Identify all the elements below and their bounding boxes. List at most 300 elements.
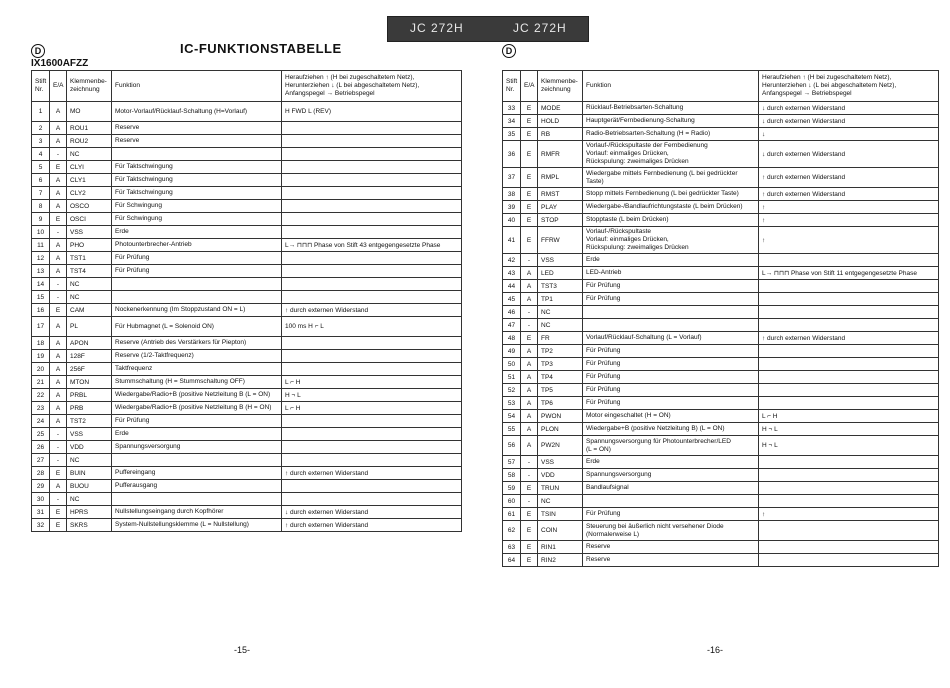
pin-cell: 37 bbox=[503, 168, 521, 188]
table-row bbox=[32, 239, 462, 252]
terminal-cell: VSS bbox=[67, 226, 112, 239]
function-cell: Bandlaufsignal bbox=[583, 482, 759, 495]
terminal-cell: PW2N bbox=[538, 436, 583, 456]
pin-cell: 56 bbox=[503, 436, 521, 456]
io-cell: E bbox=[50, 213, 67, 226]
pin-cell: 20 bbox=[32, 363, 50, 376]
pin-cell: 13 bbox=[32, 265, 50, 278]
function-cell: Radio-Betriebsarten-Schaltung (H = Radio) bbox=[583, 128, 759, 141]
pull-cell bbox=[759, 371, 939, 384]
io-cell: - bbox=[521, 319, 538, 332]
terminal-cell: VDD bbox=[538, 469, 583, 482]
terminal-cell: NC bbox=[538, 319, 583, 332]
io-cell: E bbox=[521, 102, 538, 115]
pin-cell: 2 bbox=[32, 122, 50, 135]
terminal-cell: RMST bbox=[538, 188, 583, 201]
pull-cell: H FWD L (REV) bbox=[282, 102, 462, 122]
function-cell: Für Prüfung bbox=[583, 345, 759, 358]
io-cell: E bbox=[521, 168, 538, 188]
pin-cell: 27 bbox=[32, 454, 50, 467]
pin-cell: 17 bbox=[32, 317, 50, 337]
io-cell: - bbox=[50, 226, 67, 239]
terminal-cell: COIN bbox=[538, 521, 583, 541]
table-row bbox=[503, 541, 939, 554]
io-cell: E bbox=[50, 519, 67, 532]
function-cell: System-Nullstellungsklemme (L = Nullstellung) bbox=[112, 519, 282, 532]
pull-cell bbox=[759, 293, 939, 306]
io-cell: - bbox=[50, 428, 67, 441]
pull-cell: L ⌐ H bbox=[282, 402, 462, 415]
terminal-cell: TST4 bbox=[67, 265, 112, 278]
pin-cell: 52 bbox=[503, 384, 521, 397]
pin-cell: 35 bbox=[503, 128, 521, 141]
language-mark-right: D bbox=[502, 44, 516, 58]
table-row bbox=[32, 467, 462, 480]
terminal-cell: BUIN bbox=[67, 467, 112, 480]
pull-cell: ↓ bbox=[759, 128, 939, 141]
table-row bbox=[32, 428, 462, 441]
io-cell: - bbox=[50, 454, 67, 467]
table-row bbox=[503, 201, 939, 214]
header-terminal: Klemmenbe-zeichnung bbox=[67, 71, 112, 102]
table-row bbox=[503, 554, 939, 567]
ic-table-left bbox=[31, 70, 462, 532]
pull-cell bbox=[282, 135, 462, 148]
terminal-cell: MTON bbox=[67, 376, 112, 389]
table-row bbox=[503, 319, 939, 332]
terminal-cell: VDD bbox=[67, 441, 112, 454]
pin-cell: 28 bbox=[32, 467, 50, 480]
table-row bbox=[32, 226, 462, 239]
pin-cell: 51 bbox=[503, 371, 521, 384]
pull-cell bbox=[282, 226, 462, 239]
table-row bbox=[32, 278, 462, 291]
pin-cell: 64 bbox=[503, 554, 521, 567]
pin-cell: 5 bbox=[32, 161, 50, 174]
table-row bbox=[32, 376, 462, 389]
pull-cell bbox=[759, 280, 939, 293]
ic-table-right bbox=[502, 70, 939, 567]
table-row bbox=[32, 252, 462, 265]
pull-cell bbox=[759, 358, 939, 371]
io-cell: A bbox=[521, 410, 538, 423]
terminal-cell: CLY2 bbox=[67, 187, 112, 200]
table-row bbox=[32, 402, 462, 415]
io-cell: A bbox=[521, 423, 538, 436]
pin-cell: 23 bbox=[32, 402, 50, 415]
function-cell: Reserve (1/2-Taktfrequenz) bbox=[112, 350, 282, 363]
pin-cell: 47 bbox=[503, 319, 521, 332]
terminal-cell: RMFR bbox=[538, 141, 583, 168]
header-io: E/A bbox=[50, 71, 67, 102]
function-cell: Für Schwingung bbox=[112, 213, 282, 226]
io-cell: - bbox=[50, 493, 67, 506]
io-cell: A bbox=[521, 345, 538, 358]
function-cell: Nullstellungseingang durch Kopfhörer bbox=[112, 506, 282, 519]
pull-cell bbox=[759, 456, 939, 469]
function-cell: Erde bbox=[112, 226, 282, 239]
io-cell: E bbox=[521, 482, 538, 495]
pin-cell: 41 bbox=[503, 227, 521, 254]
table-row bbox=[32, 122, 462, 135]
pin-cell: 22 bbox=[32, 389, 50, 402]
table-row bbox=[32, 174, 462, 187]
pin-cell: 12 bbox=[32, 252, 50, 265]
function-cell bbox=[112, 148, 282, 161]
table-row bbox=[32, 454, 462, 467]
table-row bbox=[32, 363, 462, 376]
io-cell: E bbox=[50, 506, 67, 519]
pin-cell: 54 bbox=[503, 410, 521, 423]
function-cell: LED-Antrieb bbox=[583, 267, 759, 280]
table-row bbox=[503, 293, 939, 306]
pull-cell bbox=[282, 187, 462, 200]
terminal-cell: RMPL bbox=[538, 168, 583, 188]
terminal-cell: TP1 bbox=[538, 293, 583, 306]
pull-cell bbox=[282, 337, 462, 350]
terminal-cell: NC bbox=[67, 278, 112, 291]
function-cell: Für Hubmagnet (L = Solenoid ON) bbox=[112, 317, 282, 337]
pin-cell: 32 bbox=[32, 519, 50, 532]
table-row bbox=[503, 332, 939, 345]
terminal-cell: PWON bbox=[538, 410, 583, 423]
function-cell: Für Prüfung bbox=[583, 358, 759, 371]
io-cell: A bbox=[50, 480, 67, 493]
pull-cell bbox=[759, 495, 939, 508]
function-cell: Pufferausgang bbox=[112, 480, 282, 493]
terminal-cell: TP2 bbox=[538, 345, 583, 358]
io-cell: A bbox=[50, 252, 67, 265]
pin-cell: 49 bbox=[503, 345, 521, 358]
pull-cell: ↓ durch externen Widerstand bbox=[759, 102, 939, 115]
table-row bbox=[503, 495, 939, 508]
io-cell: E bbox=[521, 521, 538, 541]
header-pin: Stift Nr. bbox=[503, 71, 521, 102]
io-cell: A bbox=[50, 200, 67, 213]
table-row bbox=[503, 436, 939, 456]
pin-cell: 9 bbox=[32, 213, 50, 226]
io-cell: E bbox=[50, 304, 67, 317]
io-cell: E bbox=[521, 188, 538, 201]
pull-cell bbox=[282, 265, 462, 278]
pin-cell: 38 bbox=[503, 188, 521, 201]
pull-cell bbox=[759, 541, 939, 554]
table-row bbox=[503, 521, 939, 541]
terminal-cell: NC bbox=[67, 493, 112, 506]
pin-cell: 29 bbox=[32, 480, 50, 493]
terminal-cell: PLON bbox=[538, 423, 583, 436]
function-cell: Vorlauf-/Rückspultaste Vorlauf: einmaliges Drücken, Rückspulung: zweimaliges Drücken bbox=[583, 227, 759, 254]
table-row bbox=[32, 291, 462, 304]
io-cell: A bbox=[521, 384, 538, 397]
table-row bbox=[503, 115, 939, 128]
header-io: E/A bbox=[521, 71, 538, 102]
pull-cell bbox=[282, 161, 462, 174]
io-cell: A bbox=[50, 350, 67, 363]
function-cell: Wiedergabe-/Bandlaufrichtungstaste (L beim Drücken) bbox=[583, 201, 759, 214]
function-cell bbox=[112, 493, 282, 506]
table-row bbox=[32, 148, 462, 161]
pin-cell: 53 bbox=[503, 397, 521, 410]
table-row bbox=[503, 371, 939, 384]
io-cell: A bbox=[50, 239, 67, 252]
io-cell: E bbox=[521, 332, 538, 345]
pin-cell: 31 bbox=[32, 506, 50, 519]
pin-cell: 18 bbox=[32, 337, 50, 350]
chip-id: IX1600AFZZ bbox=[31, 58, 89, 69]
pull-cell bbox=[282, 415, 462, 428]
function-cell: Photounterbrecher-Antrieb bbox=[112, 239, 282, 252]
pin-cell: 43 bbox=[503, 267, 521, 280]
terminal-cell: TP6 bbox=[538, 397, 583, 410]
table-row bbox=[32, 506, 462, 519]
io-cell: - bbox=[50, 148, 67, 161]
pin-cell: 62 bbox=[503, 521, 521, 541]
function-cell bbox=[112, 278, 282, 291]
function-cell: Für Prüfung bbox=[112, 252, 282, 265]
table-header bbox=[32, 71, 462, 102]
io-cell: - bbox=[521, 456, 538, 469]
pin-cell: 4 bbox=[32, 148, 50, 161]
pull-cell bbox=[282, 441, 462, 454]
table-row bbox=[503, 345, 939, 358]
io-cell: E bbox=[521, 115, 538, 128]
table-row bbox=[503, 168, 939, 188]
pull-cell bbox=[759, 345, 939, 358]
io-cell: A bbox=[521, 267, 538, 280]
terminal-cell: VSS bbox=[538, 456, 583, 469]
table-row bbox=[503, 214, 939, 227]
function-cell: Wiedergabe mittels Fernbedienung (L bei gedrückter Taste) bbox=[583, 168, 759, 188]
pin-cell: 19 bbox=[32, 350, 50, 363]
io-cell: A bbox=[521, 358, 538, 371]
terminal-cell: APON bbox=[67, 337, 112, 350]
header-pull: Heraufziehen ↑ (H bei zugeschaltetem Netz), Herunterziehen ↓ (L bei abgeschaltetem Netz), Anfangspegel → Betriebspegel bbox=[759, 71, 939, 102]
pin-cell: 7 bbox=[32, 187, 50, 200]
table-row bbox=[32, 519, 462, 532]
table-row bbox=[503, 469, 939, 482]
terminal-cell: FR bbox=[538, 332, 583, 345]
function-cell: Für Taktschwingung bbox=[112, 161, 282, 174]
pin-cell: 26 bbox=[32, 441, 50, 454]
io-cell: E bbox=[521, 214, 538, 227]
pull-cell: ↓ durch externen Widerstand bbox=[759, 115, 939, 128]
terminal-cell: TSIN bbox=[538, 508, 583, 521]
page-number-right: -16- bbox=[707, 645, 724, 655]
pin-cell: 50 bbox=[503, 358, 521, 371]
pin-cell: 36 bbox=[503, 141, 521, 168]
function-cell: Für Prüfung bbox=[583, 508, 759, 521]
pull-cell bbox=[282, 278, 462, 291]
pin-cell: 60 bbox=[503, 495, 521, 508]
function-cell: Reserve bbox=[583, 541, 759, 554]
function-cell: Für Prüfung bbox=[583, 280, 759, 293]
table-row bbox=[32, 389, 462, 402]
function-cell: Stopptaste (L beim Drücken) bbox=[583, 214, 759, 227]
pin-cell: 34 bbox=[503, 115, 521, 128]
table-row bbox=[32, 161, 462, 174]
function-cell: Wiedergabe/Radio+B (positive Netzleitung B (L = ON) bbox=[112, 389, 282, 402]
pull-cell bbox=[282, 350, 462, 363]
table-row bbox=[503, 397, 939, 410]
io-cell: E bbox=[50, 161, 67, 174]
terminal-cell: RB bbox=[538, 128, 583, 141]
terminal-cell: VSS bbox=[67, 428, 112, 441]
io-cell: E bbox=[50, 467, 67, 480]
terminal-cell: PRB bbox=[67, 402, 112, 415]
model-banner bbox=[387, 16, 589, 42]
pull-cell bbox=[759, 554, 939, 567]
table-row bbox=[32, 304, 462, 317]
header-pin: Stift Nr. bbox=[32, 71, 50, 102]
io-cell: A bbox=[521, 293, 538, 306]
pull-cell: ↑ bbox=[759, 201, 939, 214]
terminal-cell: PHO bbox=[67, 239, 112, 252]
table-row bbox=[503, 267, 939, 280]
pin-cell: 21 bbox=[32, 376, 50, 389]
table-row bbox=[32, 187, 462, 200]
pull-cell: ↓ durch externen Widerstand bbox=[282, 506, 462, 519]
terminal-cell: ROU2 bbox=[67, 135, 112, 148]
function-cell: Für Prüfung bbox=[583, 371, 759, 384]
pull-cell: ↑ durch externen Widerstand bbox=[759, 188, 939, 201]
terminal-cell: TST3 bbox=[538, 280, 583, 293]
language-mark-left: D bbox=[31, 44, 45, 58]
io-cell: A bbox=[50, 415, 67, 428]
pull-cell: H ¬ L bbox=[282, 389, 462, 402]
io-cell: A bbox=[50, 122, 67, 135]
table-row bbox=[503, 482, 939, 495]
function-cell: Hauptgerät/Fernbedienung-Schaltung bbox=[583, 115, 759, 128]
pull-cell: ↓ durch externen Widerstand bbox=[759, 141, 939, 168]
function-cell: Reserve bbox=[112, 122, 282, 135]
io-cell: E bbox=[521, 541, 538, 554]
pin-cell: 48 bbox=[503, 332, 521, 345]
header-function: Funktion bbox=[583, 71, 759, 102]
terminal-cell: RIN1 bbox=[538, 541, 583, 554]
function-cell: Wiedergabe/Radio+B (positive Netzleitung B (H = ON) bbox=[112, 402, 282, 415]
function-cell: Erde bbox=[112, 428, 282, 441]
table-row bbox=[503, 227, 939, 254]
pin-cell: 1 bbox=[32, 102, 50, 122]
function-cell: Wiedergabe+B (positive Netzleitung B) (L = ON) bbox=[583, 423, 759, 436]
terminal-cell: CAM bbox=[67, 304, 112, 317]
io-cell: E bbox=[521, 201, 538, 214]
io-cell: E bbox=[521, 554, 538, 567]
pull-cell bbox=[759, 397, 939, 410]
pin-cell: 15 bbox=[32, 291, 50, 304]
function-cell bbox=[583, 306, 759, 319]
function-cell: Reserve bbox=[583, 554, 759, 567]
pull-cell: H ¬ L bbox=[759, 436, 939, 456]
terminal-cell: MO bbox=[67, 102, 112, 122]
pin-cell: 3 bbox=[32, 135, 50, 148]
terminal-cell: LED bbox=[538, 267, 583, 280]
pin-cell: 8 bbox=[32, 200, 50, 213]
terminal-cell: 128F bbox=[67, 350, 112, 363]
function-cell: Vorlauf/Rücklauf-Schaltung (L = Vorlauf) bbox=[583, 332, 759, 345]
table-row bbox=[32, 135, 462, 148]
terminal-cell: BUOU bbox=[67, 480, 112, 493]
io-cell: A bbox=[50, 337, 67, 350]
function-cell: Reserve (Antrieb des Verstärkers für Piepton) bbox=[112, 337, 282, 350]
io-cell: A bbox=[50, 174, 67, 187]
io-cell: A bbox=[521, 280, 538, 293]
table-row bbox=[503, 128, 939, 141]
pull-cell: L→ ⊓⊓⊓ Phase von Stift 43 entgegengesetzte Phase bbox=[282, 239, 462, 252]
pull-cell bbox=[282, 428, 462, 441]
header-pull: Heraufziehen ↑ (H bei zugeschaltetem Netz), Herunterziehen ↓ (L bei abgeschaltetem Netz), Anfangspegel → Betriebspegel bbox=[282, 71, 462, 102]
io-cell: A bbox=[50, 265, 67, 278]
pull-cell bbox=[282, 252, 462, 265]
pull-cell bbox=[282, 200, 462, 213]
terminal-cell: TST2 bbox=[67, 415, 112, 428]
table-row bbox=[503, 306, 939, 319]
pull-cell: ↑ durch externen Widerstand bbox=[759, 168, 939, 188]
table-row bbox=[32, 493, 462, 506]
banner-model-right: JC 272H bbox=[513, 21, 567, 35]
table-row bbox=[503, 254, 939, 267]
terminal-cell: TST1 bbox=[67, 252, 112, 265]
io-cell: - bbox=[50, 291, 67, 304]
terminal-cell: NC bbox=[67, 454, 112, 467]
table-row bbox=[32, 480, 462, 493]
pull-cell bbox=[759, 306, 939, 319]
table-row bbox=[32, 350, 462, 363]
io-cell: E bbox=[521, 141, 538, 168]
function-cell: Für Taktschwingung bbox=[112, 187, 282, 200]
io-cell: A bbox=[50, 363, 67, 376]
pin-cell: 55 bbox=[503, 423, 521, 436]
io-cell: - bbox=[50, 278, 67, 291]
pin-cell: 40 bbox=[503, 214, 521, 227]
io-cell: - bbox=[521, 306, 538, 319]
pin-cell: 33 bbox=[503, 102, 521, 115]
pull-cell: ↑ durch externen Widerstand bbox=[282, 519, 462, 532]
io-cell: A bbox=[50, 187, 67, 200]
io-cell: - bbox=[521, 495, 538, 508]
function-cell: Für Prüfung bbox=[583, 397, 759, 410]
pull-cell: H ¬ L bbox=[759, 423, 939, 436]
pull-cell bbox=[759, 384, 939, 397]
pin-cell: 39 bbox=[503, 201, 521, 214]
pin-cell: 11 bbox=[32, 239, 50, 252]
io-cell: A bbox=[50, 135, 67, 148]
pull-cell: ↑ bbox=[759, 508, 939, 521]
terminal-cell: SKRS bbox=[67, 519, 112, 532]
pin-cell: 16 bbox=[32, 304, 50, 317]
function-cell bbox=[112, 291, 282, 304]
table-row bbox=[32, 265, 462, 278]
io-cell: E bbox=[521, 128, 538, 141]
pin-cell: 10 bbox=[32, 226, 50, 239]
function-cell: Spannungsversorgung bbox=[112, 441, 282, 454]
pull-cell bbox=[759, 319, 939, 332]
pull-cell: ↑ bbox=[759, 214, 939, 227]
terminal-cell: PLAY bbox=[538, 201, 583, 214]
pull-cell: ↑ durch externen Widerstand bbox=[759, 332, 939, 345]
terminal-cell: TRUN bbox=[538, 482, 583, 495]
terminal-cell: TP3 bbox=[538, 358, 583, 371]
terminal-cell: NC bbox=[538, 306, 583, 319]
table-row bbox=[32, 317, 462, 337]
function-cell bbox=[112, 454, 282, 467]
function-cell: Taktfrequenz bbox=[112, 363, 282, 376]
function-cell: Für Prüfung bbox=[112, 415, 282, 428]
pin-cell: 30 bbox=[32, 493, 50, 506]
table-row bbox=[503, 384, 939, 397]
terminal-cell: HPRS bbox=[67, 506, 112, 519]
